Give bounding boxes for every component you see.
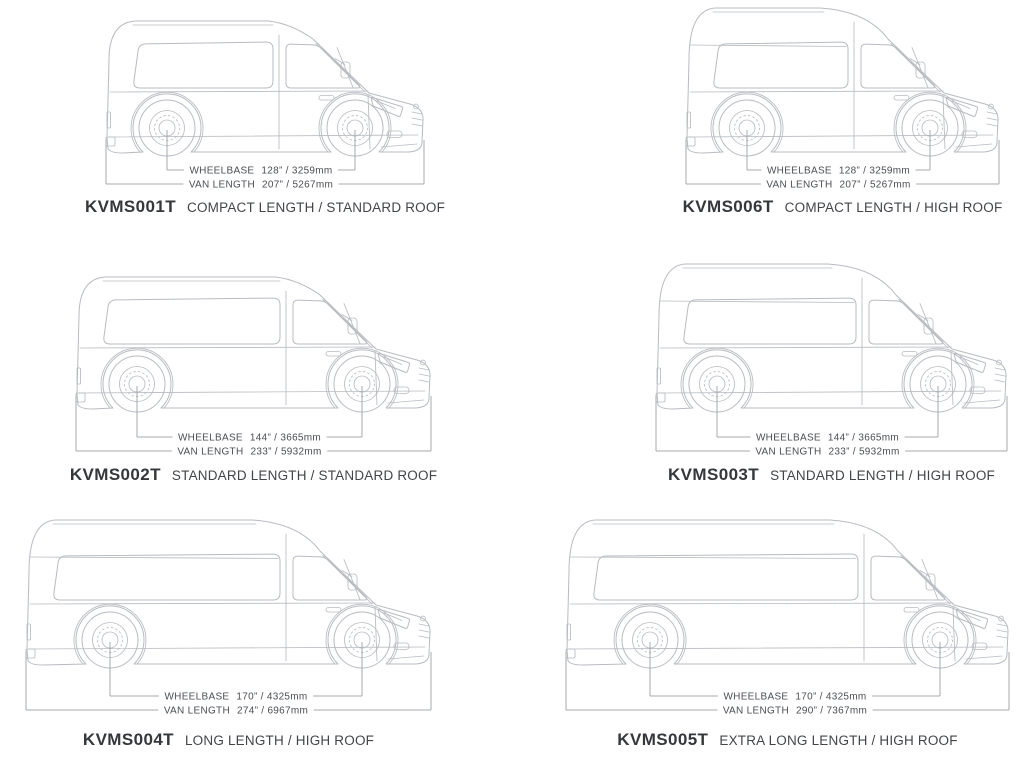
model-code: KVMS001T (84, 197, 177, 216)
model-code: KVMS003T (668, 465, 760, 484)
model-code: KVMS006T (682, 197, 774, 216)
wheelbase-dimension (189, 166, 332, 177)
van-length-value: 233” / 5932mm (250, 446, 322, 458)
van-diagram (512, 0, 1024, 256)
wheelbase-dimension (723, 692, 866, 703)
wheelbase-value: 144” / 3665mm (827, 432, 900, 444)
model-description: STANDARD LENGTH / HIGH ROOF (770, 468, 995, 483)
panel-caption (683, 197, 1003, 216)
van-line-drawing (106, 21, 423, 156)
panel-caption (85, 197, 445, 216)
panel-standard-standard-roof (0, 256, 512, 512)
van-diagram (0, 0, 512, 256)
wheelbase-value: 128” / 3259mm (261, 165, 333, 177)
wheelbase-label: WHEELBASE (723, 691, 789, 703)
van-diagram (512, 512, 1024, 768)
model-description: COMPACT LENGTH / HIGH ROOF (784, 200, 1003, 215)
wheelbase-label: WHEELBASE (164, 691, 230, 703)
van-length-label: VAN LENGTH (766, 179, 833, 191)
model-description: STANDARD LENGTH / STANDARD ROOF (171, 468, 438, 483)
wheelbase-dimension (767, 166, 910, 177)
model-description: LONG LENGTH / HIGH ROOF (184, 733, 375, 748)
van-length-label: VAN LENGTH (188, 179, 256, 191)
wheelbase-label: WHEELBASE (177, 432, 243, 444)
van-length-label: VAN LENGTH (755, 446, 822, 458)
wheelbase-dimension (756, 433, 899, 444)
model-code: KVMS004T (82, 730, 174, 749)
model-code: KVMS005T (617, 730, 709, 749)
wheelbase-label: WHEELBASE (755, 432, 821, 444)
van-length-dimension (189, 180, 333, 191)
wheelbase-label: WHEELBASE (189, 165, 255, 177)
van-length-dimension (164, 706, 308, 717)
van-line-drawing (656, 264, 1006, 412)
van-length-dimension (177, 447, 321, 458)
van-length-label: VAN LENGTH (163, 705, 231, 717)
van-length-value: 207” / 5267mm (262, 179, 334, 191)
model-description: COMPACT LENGTH / STANDARD ROOF (187, 200, 446, 215)
van-length-dimension (755, 447, 899, 458)
wheelbase-dimension (164, 692, 307, 703)
van-diagram (0, 256, 512, 512)
van-length-label: VAN LENGTH (722, 705, 790, 717)
panel-long-high-roof (0, 512, 512, 768)
van-length-dimension (723, 706, 867, 717)
wheelbase-value: 170” / 4325mm (795, 691, 867, 703)
panel-compact-standard-roof (0, 0, 512, 256)
panel-caption (617, 730, 957, 749)
panel-caption (70, 465, 437, 484)
van-line-drawing (566, 520, 1008, 668)
van-diagram (0, 512, 512, 768)
van-length-value: 207” / 5267mm (839, 179, 911, 191)
van-diagram (512, 256, 1024, 512)
wheelbase-label: WHEELBASE (766, 165, 832, 177)
wheelbase-value: 128” / 3259mm (838, 165, 911, 177)
van-length-dimension (766, 180, 910, 191)
van-length-value: 290” / 7367mm (796, 705, 868, 717)
model-code: KVMS002T (69, 465, 161, 484)
wheelbase-value: 170” / 4325mm (236, 691, 308, 703)
panel-standard-high-roof (512, 256, 1024, 512)
panel-compact-high-roof (512, 0, 1024, 256)
van-line-drawing (76, 277, 430, 412)
model-description: EXTRA LONG LENGTH / HIGH ROOF (719, 733, 958, 748)
wheelbase-dimension (178, 433, 321, 444)
panel-caption (668, 465, 995, 484)
wheelbase-value: 144” / 3665mm (249, 432, 322, 444)
van-line-drawing (686, 8, 998, 156)
van-line-drawing (26, 520, 430, 668)
van-length-value: 233” / 5932mm (828, 446, 900, 458)
panel-caption (83, 730, 374, 749)
panel-extra-long-high-roof (512, 512, 1024, 768)
van-length-value: 274” / 6967mm (237, 705, 309, 717)
van-length-label: VAN LENGTH (177, 446, 244, 458)
